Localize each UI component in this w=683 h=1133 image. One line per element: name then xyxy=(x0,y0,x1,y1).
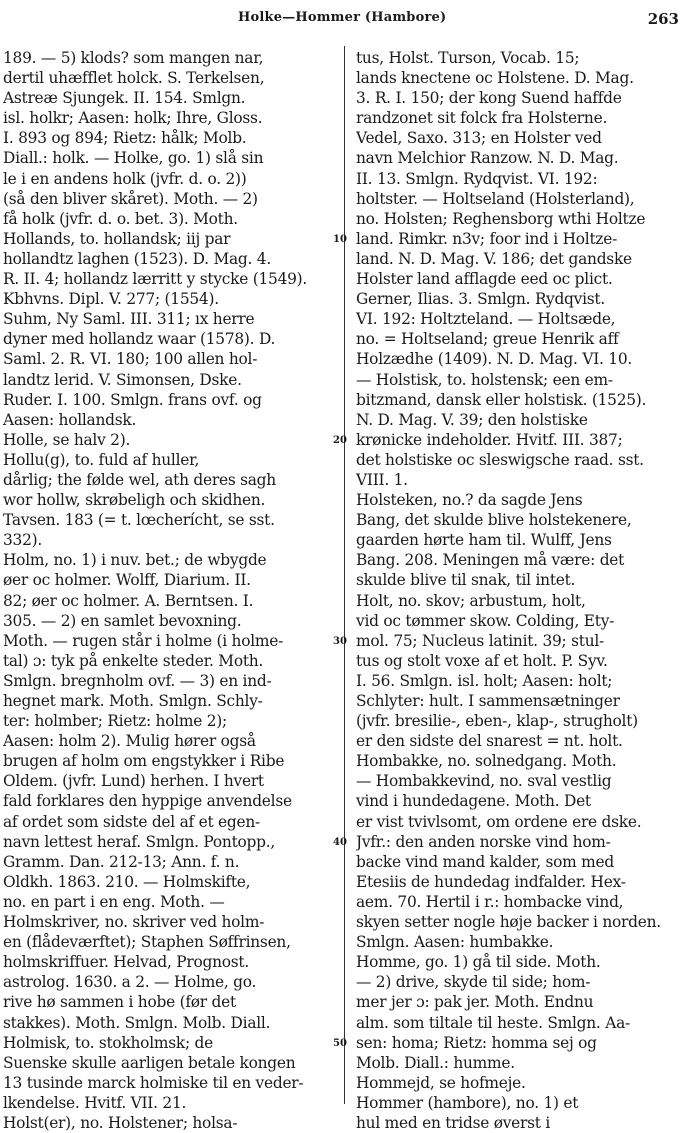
text-line: brugen af holm om engstykker i Ribe xyxy=(3,752,285,771)
text-line: sen: homa; Rietz: homma sej og xyxy=(356,1033,597,1052)
text-line: lands knectene oc Holstene. D. Mag. xyxy=(356,69,634,88)
text-line: Holt, no. skov; arbustum, holt, xyxy=(356,591,586,610)
text-line: 82; øer oc holmer. A. Berntsen. I. xyxy=(3,591,254,610)
text-line: Holst(er), no. Holstener; holsa- xyxy=(3,1113,238,1132)
text-line: vind i hundedagene. Moth. Det xyxy=(356,792,591,811)
right-column xyxy=(356,48,678,1133)
text-line: 305. — 2) en samlet bevoxning. xyxy=(3,611,242,630)
text-line: Vedel, Saxo. 313; en Holster ved xyxy=(356,129,602,148)
text-line: få holk (jvfr. d. o. bet. 3). Moth. xyxy=(3,209,238,228)
text-line: 3. R. I. 150; der kong Suend haffde xyxy=(356,89,622,108)
text-line: en (flådeværftet); Staphen Søffrinsen, xyxy=(3,933,291,952)
text-line: Schlyter: hult. I sammensætninger xyxy=(356,692,620,710)
text-line: Gerner, Ilias. 3. Smlgn. Rydqvist. xyxy=(356,290,606,309)
text-line: bitzmand, dansk eller holstisk. (1525). xyxy=(356,390,647,409)
text-line: Aasen: holm 2). Mulig hører også xyxy=(3,732,256,751)
line-number-marker: 10 xyxy=(333,233,347,245)
text-line: navn lettest heraf. Smlgn. Pontopp., xyxy=(3,832,276,851)
text-line: 189. — 5) klods? som mangen nar, xyxy=(3,49,264,67)
text-line: hegnet mark. Moth. Smlgn. Schly- xyxy=(3,692,263,710)
text-line: Hommejd, se hofmeje. xyxy=(356,1073,526,1092)
text-line: er den sidste del snarest = nt. holt. xyxy=(356,732,623,751)
text-line: Holster land afflagde eed oc plict. xyxy=(356,270,613,289)
text-line: Aasen: hollandsk. xyxy=(3,410,137,429)
text-line: Kbhvns. Dipl. V. 277; (1554). xyxy=(3,290,219,309)
text-line: holmskriffuer. Helvad, Prognost. xyxy=(3,953,250,972)
line-number-marker: 20 xyxy=(333,434,347,446)
text-line: Molb. Diall.: humme. xyxy=(356,1053,515,1072)
text-line: astrolog. 1630. a 2. — Holme, go. xyxy=(3,973,257,992)
text-line: VI. 192: Holtzteland. — Holtsæde, xyxy=(356,310,616,329)
text-line: gaarden hørte ham til. Wulff, Jens xyxy=(356,531,612,550)
text-line: I. 893 og 894; Rietz: hålk; Molb. xyxy=(3,129,247,148)
text-line: Moth. — rugen står i holme (i holme- xyxy=(3,631,284,650)
text-line: Holle, se halv 2). xyxy=(3,430,131,449)
text-line: rive hø sammen i hobe (før det xyxy=(3,993,236,1012)
text-line: ter: holmber; Rietz: holme 2); xyxy=(3,712,227,731)
text-line: Hollands, to. hollandsk; iij par xyxy=(3,229,231,248)
text-line: II. 13. Smlgn. Rydqvist. VI. 192: xyxy=(356,169,598,188)
text-line: Hommer (hambore), no. 1) et xyxy=(356,1093,579,1112)
text-line: (jvfr. bresilie-, eben-, klap-, strugholt) xyxy=(356,712,638,731)
text-line: hollandtz laghen (1523). D. Mag. 4. xyxy=(3,249,271,268)
text-line: Oldkh. 1863. 210. — Holmskifte, xyxy=(3,872,251,891)
text-line: landtz lerid. V. Simonsen, Dske. xyxy=(3,370,242,389)
text-line: dertil uhæfflet holck. S. Terkelsen, xyxy=(3,69,265,88)
text-line: Holmskriver, no. skriver ved holm- xyxy=(3,913,265,932)
text-line: Holsteken, no.? da sagde Jens xyxy=(356,491,583,510)
text-line: skyen setter nogle høje backer i norden. xyxy=(356,913,661,932)
text-line: Homme, go. 1) gå til side. Moth. xyxy=(356,953,601,972)
text-line: Jvfr.: den anden norske vind hom- xyxy=(356,832,611,851)
text-line: skulde blive til snak, til intet. xyxy=(356,571,576,590)
text-line: det holstiske oc sleswigsche raad. sst. xyxy=(356,450,644,469)
text-line: hul med en tridse øverst i xyxy=(356,1113,551,1132)
text-line: tus og stolt voxe af et holt. P. Syv. xyxy=(356,651,608,670)
text-line: wor hollw, skrøbeligh och skidhen. xyxy=(3,491,266,510)
text-line: — 2) drive, skyde til side; hom- xyxy=(356,973,591,992)
left-column xyxy=(3,48,332,1133)
line-number-marker: 30 xyxy=(333,635,347,647)
running-title: Holke—Hommer (Hambore) xyxy=(238,10,447,25)
text-line: R. II. 4; hollandz lærritt y stycke (1549). xyxy=(3,270,308,289)
text-line: Hombakke, no. solnedgang. Moth. xyxy=(356,752,617,771)
text-line: fald forklares den hyppige anvendelse xyxy=(3,792,292,811)
text-line: er vist tvivlsomt, om ordene ere dske. xyxy=(356,812,642,831)
text-line: Bang. 208. Meningen må være: det xyxy=(356,551,625,570)
text-line: krønicke indeholder. Hvitf. III. 387; xyxy=(356,430,623,449)
text-line: (så den bliver skåret). Moth. — 2) xyxy=(3,189,258,208)
text-line: Smlgn. bregnholm ovf. — 3) en ind- xyxy=(3,671,272,690)
column-divider xyxy=(344,46,345,1104)
text-line: dårlig; the følde wel, ath deres sagh xyxy=(3,470,276,489)
text-line: mol. 75; Nucleus latinit. 39; stul- xyxy=(356,631,604,650)
text-line: Astreæ Sjungek. II. 154. Smlgn. xyxy=(3,89,246,108)
text-line: — Hombakkevind, no. sval vestlig xyxy=(356,772,612,791)
text-line: Ruder. I. 100. Smlgn. frans ovf. og xyxy=(3,390,262,409)
text-line: øer oc holmer. Wolff, Diarium. II. xyxy=(3,571,251,590)
text-line: I. 56. Smlgn. isl. holt; Aasen: holt; xyxy=(356,671,613,690)
text-line: Holzædhe (1409). N. D. Mag. VI. 10. xyxy=(356,350,633,369)
text-line: Holm, no. 1) i nuv. bet.; de wbygde xyxy=(3,551,267,570)
text-line: holtster. — Holtseland (Holsterland), xyxy=(356,189,635,208)
text-line: Etesiis de hundedag indfalder. Hex- xyxy=(356,872,626,891)
text-line: Saml. 2. R. VI. 180; 100 allen hol- xyxy=(3,350,258,369)
text-line: navn Melchior Ranzow. N. D. Mag. xyxy=(356,149,619,168)
page-header xyxy=(0,10,683,34)
text-line: vid oc tømmer skow. Colding, Ety- xyxy=(356,611,615,630)
text-line: land. Rimkr. n3v; foor ind i Holtze- xyxy=(356,229,618,248)
text-line: Diall.: holk. — Holke, go. 1) slå sin xyxy=(3,149,264,168)
text-line: — Holstisk, to. holstensk; een em- xyxy=(356,370,613,389)
text-line: le i en andens holk (jvfr. d. o. 2)) xyxy=(3,169,247,188)
text-line: aem. 70. Hertil i r.: hombacke vind, xyxy=(356,892,624,911)
text-line: isl. holkr; Aasen: holk; Ihre, Gloss. xyxy=(3,109,263,128)
text-line: no. = Holtseland; greue Henrik aff xyxy=(356,330,619,349)
text-line: Suhm, Ny Saml. III. 311; ıx herre xyxy=(3,310,255,329)
text-line: Suenske skulle aarligen betale kongen xyxy=(3,1053,296,1072)
text-line: backe vind mand kalder, som med xyxy=(356,852,614,871)
text-line: no. en part i en eng. Moth. — xyxy=(3,892,225,911)
text-line: mer jer ɔ: pak jer. Moth. Endnu xyxy=(356,993,594,1012)
text-line: Hollu(g), to. fuld af huller, xyxy=(3,450,200,469)
text-line: 332). xyxy=(3,531,43,550)
page-number: 263 xyxy=(647,10,679,28)
text-line: Gramm. Dan. 212-13; Ann. f. n. xyxy=(3,852,240,871)
text-line: alm. som tiltale til heste. Smlgn. Aa- xyxy=(356,1013,630,1032)
text-line: tal) ɔ: tyk på enkelte steder. Moth. xyxy=(3,651,264,670)
line-number-marker: 40 xyxy=(333,836,347,848)
text-line: Oldem. (jvfr. Lund) herhen. I hvert xyxy=(3,772,264,791)
text-line: Bang, det skulde blive holstekenere, xyxy=(356,511,632,530)
text-line: VIII. 1. xyxy=(356,470,408,489)
text-line: 13 tusinde marck holmiske til en veder- xyxy=(3,1073,304,1092)
text-line: stakkes). Moth. Smlgn. Molb. Diall. xyxy=(3,1013,271,1032)
text-line: randzonet sit folck fra Holsterne. xyxy=(356,109,608,128)
text-line: land. N. D. Mag. V. 186; det gandske xyxy=(356,249,632,268)
text-line: Holmisk, to. stokholmsk; de xyxy=(3,1033,213,1052)
text-line: tus, Holst. Turson, Vocab. 15; xyxy=(356,49,580,67)
text-line: Tavsen. 183 (= t. lœcherícht, se sst. xyxy=(3,511,275,530)
text-line: no. Holsten; Reghensborg wthi Holtze xyxy=(356,209,646,228)
text-line: lkendelse. Hvitf. VII. 21. xyxy=(3,1093,187,1112)
text-line: af ordet som sidste del af et egen- xyxy=(3,812,260,831)
text-line: N. D. Mag. V. 39; den holstiske xyxy=(356,410,588,429)
text-line: dyner med hollandz waar (1578). D. xyxy=(3,330,276,349)
text-line: Smlgn. Aasen: humbakke. xyxy=(356,933,554,952)
line-number-marker: 50 xyxy=(333,1037,347,1049)
